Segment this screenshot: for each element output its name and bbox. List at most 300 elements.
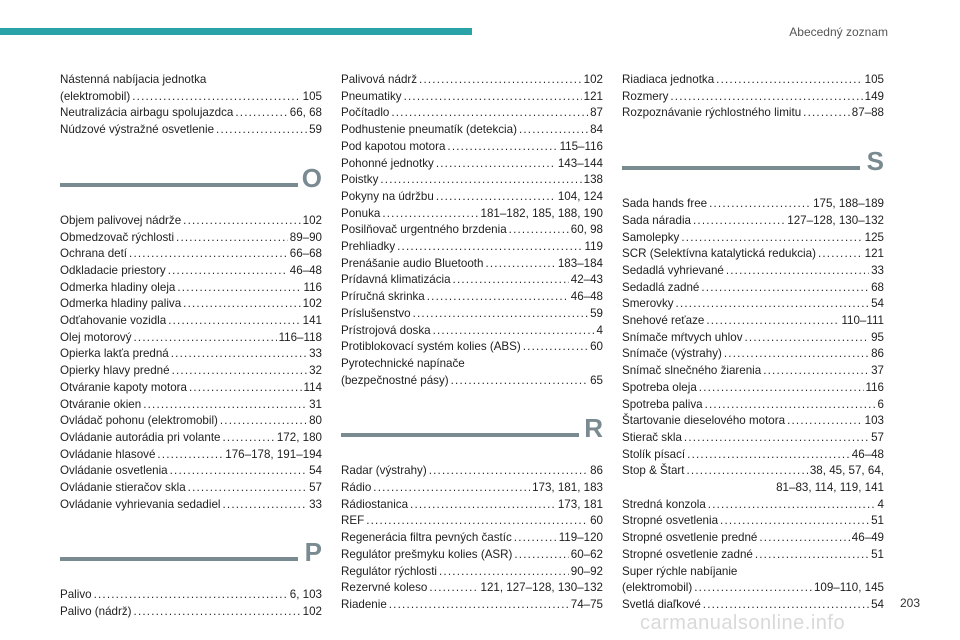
entry-name: Ponuka [341, 206, 381, 220]
dot-leader [433, 323, 595, 340]
index-entry [60, 604, 322, 621]
dot-leader [168, 263, 288, 280]
entry-name: Odťahovanie vozidla [60, 314, 167, 328]
index-entry [622, 296, 884, 313]
entry-pages: 33 [309, 497, 322, 511]
entry-pages: 66–68 [289, 247, 322, 261]
index-column-1 [60, 72, 322, 621]
dot-leader [222, 430, 274, 447]
entry-pages: 115–116 [559, 139, 603, 153]
section-rule [622, 166, 860, 170]
index-entry [341, 272, 603, 289]
dot-leader [693, 213, 785, 230]
index-entry [341, 323, 603, 340]
entry-pages: 57 [871, 430, 884, 444]
dot-leader [216, 122, 307, 139]
entry-name: Pohonné jednotky [341, 156, 434, 170]
entry-name: Počítadlo [341, 106, 390, 120]
entry-pages: 104, 124 [557, 189, 603, 203]
dot-leader [818, 246, 863, 263]
index-entry [622, 430, 884, 447]
index-entry [622, 547, 884, 564]
index-entry [60, 230, 322, 247]
index-entry [622, 397, 884, 414]
index-entry [341, 122, 603, 139]
entry-name: Prehliadky [341, 240, 396, 254]
entry-name: Odkladacie priestory [60, 263, 166, 277]
dot-leader [134, 330, 277, 347]
index-entry [60, 497, 322, 514]
entry-pages: 38, 45, 57, 64, [809, 464, 884, 478]
dot-leader [143, 397, 307, 414]
entry-pages: 4 [877, 497, 884, 511]
index-entry [341, 597, 603, 614]
index-entry [341, 306, 603, 323]
entry-name: Ovládanie hlasové [60, 447, 156, 461]
entry-pages: 32 [309, 364, 322, 378]
index-entry [60, 263, 322, 280]
index-entry [341, 206, 603, 223]
entry-name: Stolík písací [622, 447, 686, 461]
entry-list [341, 72, 603, 389]
entry-pages: 33 [871, 263, 884, 277]
entry-pages: 33 [309, 347, 322, 361]
dot-leader [705, 397, 876, 414]
index-entry [622, 213, 884, 230]
dot-leader [427, 289, 569, 306]
entry-name: (elektromobil) [60, 89, 131, 103]
dot-leader [410, 497, 556, 514]
entry-pages: 110–111 [841, 314, 884, 328]
entry-name: Regulátor prešmyku kolies (ASR) [341, 547, 513, 561]
entry-name: Palivo [60, 588, 92, 602]
entry-pages: 95 [871, 330, 884, 344]
entry-pages: 46–48 [851, 447, 884, 461]
entry-pages: 173, 181 [557, 497, 603, 511]
index-entry [60, 480, 322, 497]
entry-name: Rezervné koleso [341, 581, 428, 595]
entry-pages: 4 [596, 323, 603, 337]
dot-leader [716, 72, 862, 89]
dot-leader [514, 547, 568, 564]
entry-name: Objem palivovej nádrže [60, 213, 182, 227]
index-entry [622, 280, 884, 297]
index-entry [622, 89, 884, 106]
entry-name: Snímače (výstrahy) [622, 347, 722, 361]
index-entry [341, 189, 603, 206]
entry-pages: 172, 180 [276, 430, 322, 444]
entry-name: Snímače mŕtvych uhlov [622, 330, 743, 344]
entry-name: Radar (výstrahy) [341, 464, 427, 478]
entry-pages: 81–83, 114, 119, 141 [776, 481, 884, 495]
entry-pages: 65 [590, 373, 603, 387]
dot-leader [670, 89, 862, 106]
entry-pages: 102 [302, 297, 322, 311]
entry-name: Ovládanie stieračov skla [60, 481, 186, 495]
index-entry [60, 413, 322, 430]
entry-name: Spotreba oleja [622, 380, 697, 394]
section-letter: O [301, 162, 322, 193]
dot-leader [745, 330, 870, 347]
entry-pages: 59 [309, 123, 322, 137]
index-entry [60, 397, 322, 414]
index-entry [60, 447, 322, 464]
watermark: carmanualsonline.info [640, 612, 846, 634]
entry-pages: 60, 98 [570, 223, 603, 237]
index-entry [341, 373, 603, 390]
entry-pages: 87–88 [851, 106, 884, 120]
entry-name: Poistky [341, 173, 379, 187]
entry-pages: 102 [302, 213, 322, 227]
entry-list [622, 196, 884, 614]
entry-pages: 121 [583, 89, 603, 103]
entry-name: Protiblokovací systém kolies (ABS) [341, 340, 521, 354]
dot-leader [436, 156, 556, 173]
entry-name: Riadenie [341, 597, 387, 611]
dot-leader [681, 230, 862, 247]
index-entry-continuation [622, 480, 884, 497]
dot-leader [509, 222, 569, 239]
index-entry [60, 463, 322, 480]
entry-name: Pod kapotou motora [341, 139, 446, 153]
index-entry [622, 447, 884, 464]
section-header-r [341, 411, 603, 453]
entry-pages: 181–182, 185, 188, 190 [480, 206, 603, 220]
index-entry [341, 497, 603, 514]
index-entry-heading [341, 356, 603, 373]
dot-leader [759, 530, 849, 547]
entry-pages: 103 [864, 414, 884, 428]
dot-leader [188, 480, 307, 497]
entry-pages: 54 [309, 464, 322, 478]
index-entry [341, 530, 603, 547]
dot-leader [720, 513, 869, 530]
entry-name: Prenášanie audio Bluetooth [341, 256, 484, 270]
entry-name: Stredná konzola [622, 497, 706, 511]
dot-leader [436, 189, 556, 206]
entry-name: Rozpoznávanie rýchlostného limitu [622, 106, 802, 120]
index-entry [622, 230, 884, 247]
entry-name: Sedadlá zadné [622, 280, 700, 294]
dot-leader [708, 497, 876, 514]
index-entry [622, 196, 884, 213]
dot-leader [168, 313, 300, 330]
dot-leader [429, 463, 588, 480]
dot-leader [429, 580, 478, 597]
entry-pages: 105 [864, 73, 884, 86]
index-entry [60, 213, 322, 230]
section-letter: S [866, 146, 884, 177]
dot-leader [391, 105, 588, 122]
entry-pages: 114 [303, 380, 322, 394]
index-entry [622, 263, 884, 280]
entry-pages: 176–178, 191–194 [225, 447, 322, 461]
index-entry [622, 313, 884, 330]
dot-leader [706, 313, 839, 330]
dot-leader [755, 547, 869, 564]
index-entry [60, 587, 322, 604]
dot-leader [373, 480, 530, 497]
index-entry [622, 346, 884, 363]
header-accent-bar [0, 28, 472, 35]
index-entry [60, 280, 322, 297]
section-header-s [622, 144, 884, 186]
entry-name: Sada hands free [622, 197, 708, 211]
entry-pages: 46–48 [570, 290, 603, 304]
page-header-title: Abecedný zoznam [789, 25, 888, 39]
entry-name: Príslušenstvo [341, 306, 411, 320]
entry-name: Štartovanie dieselového motora [622, 414, 786, 428]
entry-name: Posilňovač urgentného brzdenia [341, 223, 507, 237]
dot-leader [171, 346, 307, 363]
entry-name: Odmerka hladiny oleja [60, 280, 176, 294]
entry-name: Rozmery [622, 89, 669, 103]
entry-pages: 121 [864, 247, 884, 261]
entry-name: Rádiostanica [341, 497, 409, 511]
entry-pages: 138 [583, 173, 603, 187]
entry-list [341, 463, 603, 613]
section-rule [60, 183, 298, 187]
entry-name: Núdzové výstražné osvetlenie [60, 123, 215, 137]
entry-pages: 31 [309, 397, 322, 411]
entry-pages: 60–62 [570, 547, 603, 561]
entry-pages: 149 [864, 89, 884, 103]
entry-pages: 6 [877, 397, 884, 411]
dot-leader [763, 363, 869, 380]
index-entry [60, 380, 322, 397]
entry-name: (bezpečnostné pásy) [341, 373, 449, 387]
entry-pages: 121, 127–128, 130–132 [480, 581, 603, 595]
dot-leader [523, 339, 588, 356]
dot-leader [724, 346, 869, 363]
dot-leader [676, 296, 870, 313]
section-rule [60, 557, 298, 561]
dot-leader [132, 89, 300, 106]
dot-leader [404, 89, 582, 106]
entry-name: (elektromobil) [622, 581, 693, 595]
index-entry [341, 256, 603, 273]
entry-pages: 60 [590, 514, 603, 528]
entry-pages: 80 [309, 414, 322, 428]
index-column-3 [622, 72, 884, 614]
dot-leader [419, 72, 582, 89]
index-entry [622, 363, 884, 380]
index-entry [341, 463, 603, 480]
dot-leader [172, 363, 308, 380]
index-entry [341, 89, 603, 106]
dot-leader [129, 246, 288, 263]
index-entry [60, 363, 322, 380]
entry-pages: 119 [584, 240, 603, 254]
index-entry [622, 330, 884, 347]
dot-leader [189, 380, 302, 397]
entry-name: Obmedzovač rýchlosti [60, 230, 175, 244]
index-entry [341, 239, 603, 256]
index-entry [60, 313, 322, 330]
entry-name: Stropné osvetlenia [622, 514, 719, 528]
entry-name: Odmerka hladiny paliva [60, 297, 182, 311]
index-entry [622, 497, 884, 514]
entry-pages: 89–90 [289, 230, 322, 244]
index-entry [622, 513, 884, 530]
index-entry [622, 530, 884, 547]
index-entry [341, 172, 603, 189]
dot-leader [235, 105, 287, 122]
section-header-o [60, 161, 322, 203]
dot-leader [134, 604, 301, 621]
entry-pages: 37 [871, 364, 884, 378]
dot-leader [222, 497, 307, 514]
entry-name: Svetlá diaľkové [622, 597, 701, 611]
entry-pages: 86 [871, 347, 884, 361]
entry-name: Ovládanie vyhrievania sedadiel [60, 497, 221, 511]
entry-pages: 90–92 [570, 564, 603, 578]
entry-name: Otváranie okien [60, 397, 142, 411]
dot-leader [687, 447, 850, 464]
index-entry [341, 580, 603, 597]
entry-pages: 102 [302, 605, 322, 619]
dot-leader [694, 580, 812, 597]
index-entry [341, 513, 603, 530]
dot-leader [94, 587, 288, 604]
section-letter: P [304, 537, 322, 568]
entry-name: Samolepky [622, 230, 680, 244]
index-entry [341, 547, 603, 564]
entry-name: Palivová nádrž [341, 73, 418, 86]
entry-pages: 54 [871, 297, 884, 311]
index-entry [622, 413, 884, 430]
entry-pages: 54 [871, 597, 884, 611]
index-entry [341, 139, 603, 156]
entry-name: Sedadlá vyhrievané [622, 263, 724, 277]
entry-name: Regenerácia filtra pevných častíc [341, 531, 512, 545]
index-entry [341, 289, 603, 306]
index-entry [622, 72, 884, 89]
entry-pages: 125 [864, 230, 884, 244]
entry-name: Pyrotechnické napínače [341, 356, 465, 370]
index-entry [60, 430, 322, 447]
entry-pages: 175, 188–189 [813, 197, 884, 211]
section-rule [341, 433, 579, 437]
index-entry [622, 380, 884, 397]
entry-pages: 116 [303, 280, 322, 294]
index-entry-heading [622, 564, 884, 581]
entry-name: Stropné osvetlenie predné [622, 531, 758, 545]
dot-leader [514, 530, 557, 547]
index-column-2 [341, 72, 603, 614]
entry-list [60, 213, 322, 514]
index-entry [622, 105, 884, 122]
entry-name: Snímač slnečného žiarenia [622, 364, 762, 378]
entry-name: Ovládanie autorádia pri volante [60, 430, 221, 444]
entry-name: Spotreba paliva [622, 397, 703, 411]
dot-leader [687, 463, 808, 480]
index-entry-heading [60, 72, 322, 89]
entry-list [622, 72, 884, 122]
dot-leader [220, 413, 307, 430]
entry-pages: 66, 68 [289, 106, 322, 120]
dot-leader [709, 196, 811, 213]
entry-pages: 68 [871, 280, 884, 294]
entry-pages: 109–110, 145 [813, 581, 884, 595]
entry-name: SCR (Selektívna katalytická redukcia) [622, 247, 816, 261]
entry-list [60, 72, 322, 139]
dot-leader [183, 296, 301, 313]
dot-leader [485, 256, 555, 273]
entry-pages: 143–144 [557, 156, 603, 170]
entry-name: Stropné osvetlenie zadné [622, 547, 753, 561]
entry-pages: 119–120 [558, 531, 603, 545]
dot-leader [787, 413, 863, 430]
entry-pages: 6, 103 [289, 588, 322, 602]
dot-leader [726, 263, 869, 280]
entry-name: Podhustenie pneumatík (detekcia) [341, 123, 517, 137]
index-entry [341, 156, 603, 173]
entry-pages: 183–184 [557, 256, 603, 270]
index-entry [341, 222, 603, 239]
entry-pages: 105 [302, 89, 322, 103]
index-entry [341, 480, 603, 497]
dot-leader [177, 280, 301, 297]
entry-pages: 60 [590, 340, 603, 354]
entry-pages: 51 [871, 514, 884, 528]
index-entry [60, 122, 322, 139]
entry-pages: 87 [590, 106, 603, 120]
page-number: 203 [899, 596, 920, 610]
entry-pages: 102 [583, 73, 603, 86]
entry-name: Super rýchle nabíjanie [622, 564, 738, 578]
entry-pages: 46–49 [851, 531, 884, 545]
entry-name: Príručná skrinka [341, 290, 425, 304]
dot-leader [389, 597, 569, 614]
entry-pages: 57 [309, 481, 322, 495]
entry-pages: 59 [590, 306, 603, 320]
entry-name: REF [341, 514, 365, 528]
dot-leader [170, 463, 307, 480]
index-entry [622, 463, 884, 480]
entry-name: Snehové reťaze [622, 314, 705, 328]
entry-name: Neutralizácia airbagu spolujazdca [60, 106, 234, 120]
entry-name: Smerovky [622, 297, 674, 311]
entry-pages: 173, 181, 183 [532, 481, 603, 495]
dot-leader [397, 239, 582, 256]
entry-name: Pneumatiky [341, 89, 402, 103]
entry-name: Sada náradia [622, 213, 691, 227]
dot-leader [684, 430, 869, 447]
entry-name: Olej motorový [60, 330, 132, 344]
dot-leader [183, 213, 301, 230]
entry-name: Stierač skla [622, 430, 682, 444]
dot-leader [451, 373, 588, 390]
dot-leader [413, 306, 589, 323]
dot-leader [176, 230, 288, 247]
section-header-p [60, 535, 322, 577]
entry-name: Otváranie kapoty motora [60, 380, 187, 394]
entry-pages: 127–128, 130–132 [787, 213, 884, 227]
dot-leader [699, 380, 864, 397]
entry-name: Stop & Štart [622, 464, 685, 478]
entry-pages: 86 [590, 464, 603, 478]
entry-pages: 84 [590, 123, 603, 137]
dot-leader [701, 280, 869, 297]
dot-leader [382, 206, 478, 223]
index-entry [622, 580, 884, 597]
entry-name: Opierky hlavy predné [60, 364, 170, 378]
dot-leader [380, 172, 581, 189]
index-entry [622, 246, 884, 263]
index-entry [341, 564, 603, 581]
entry-pages: 74–75 [570, 597, 603, 611]
